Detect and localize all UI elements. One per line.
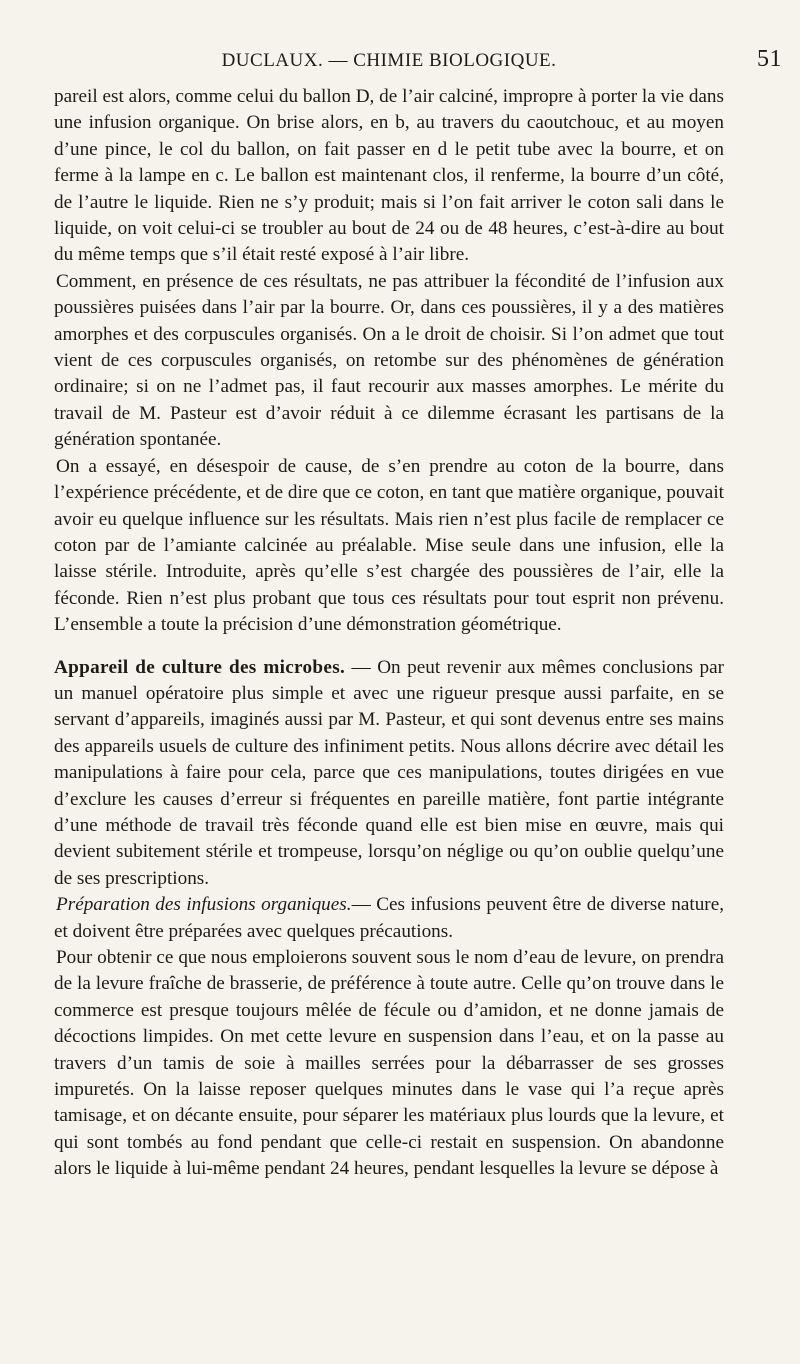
subsection-heading: Préparation des infusions organiques. xyxy=(56,894,352,916)
running-header xyxy=(54,44,782,84)
running-title: DUCLAUX. — CHIMIE BIOLOGIQUE. xyxy=(221,50,557,71)
section-heading: Appareil de culture des microbes. xyxy=(54,656,346,678)
page-number: 51 xyxy=(757,46,782,72)
section-paragraph xyxy=(54,655,724,893)
paragraph-1: pareil est alors, comme celui du ballon D, de l’air calciné, impropre à porter la vie dans une infusion organique. On brise alors, en b, au travers du caoutchouc, et au moyen d’une pince, le col du ballon, on fait passer en d le petit tube avec la bourre, et on ferme à la lampe en c. Le ballon est maintenant clos, il renferme, la bourre d’un côté, de l’autre le liquide. Rien ne s’y produit; mais si l’on fait arriver le coton sali dans le liquide, on voit celui-ci se troubler au bout de 24 ou de 48 heures, c’est-à-dire au bout du même temps que s’il était resté exposé à l’air libre. xyxy=(54,86,724,266)
paragraph-3: On a essayé, en désespoir de cause, de s’en prendre au coton de la bourre, dans l’expérience précédente, et de dire que ce coton, en tant que matière organique, pouvait avoir eu quelque influence sur les résultats. Mais rien n’est plus facile de remplacer ce coton par de l’amiante calcinée au préalable. Mise seule dans une infusion, elle la laisse stérile. Introduite, après qu’elle s’est chargée des poussières de l’air, elle la féconde. Rien n’est plus probant que tous ces résultats pour tout esprit non prévenu. L’ensemble a toute la précision d’une démonstration géométrique. xyxy=(54,455,724,636)
final-paragraph: Pour obtenir ce que nous emploierons souvent sous le nom d’eau de levure, on prendra de la levure fraîche de brasserie, de préférence à toute autre. Celle qu’on trouve dans le commerce est presque toujours mêlée de fécule ou d’amidon, et ne donne jamais de décoctions limpides. On met cette levure en suspension dans l’eau, et on la passe au travers d’un tamis de soie à mailles serrées pour la débarrasser de ses grosses impuretés. On la laisse reposer quelques minutes dans le vase qui l’a reçue après tamisage, et on décante ensuite, pour séparer les matériaux plus lourds que la levure, et qui sont tombés au fond pendant que celle-ci restait en suspension. On abandonne alors le liquide à lui-même pendant 24 heures, pendant lesquelles la levure se dépose à xyxy=(54,947,724,1180)
subsection-paragraph xyxy=(54,892,724,945)
paragraph-2: Comment, en présence de ces résultats, ne pas attribuer la fécondité de l’infusion aux poussières puisées dans l’air par la bourre. Or, dans ces poussières, il y a des matières amorphes et des corpuscules organisés. On a le droit de choisir. Si l’on admet que tout vient de ces corpuscules organisés, on retombe sur des phénomènes de génération ordinaire; si on ne l’admet pas, il faut recourir aux masses amorphes. Le mérite du travail de M. Pasteur est d’avoir réduit à ce dilemme écrasant les partisans de la génération spontanée. xyxy=(54,270,724,451)
main-text xyxy=(54,84,724,1183)
section-text: — On peut revenir aux mêmes conclusions par un manuel opératoire plus simple et avec une rigueur presque aussi parfaite, en se servant d’appareils, imaginés aussi par M. Pasteur, et qui sont devenus entre ses mains des appareils usuels de culture des infiniment petits. Nous allons décrire avec détail les manipulations à faire pour cela, parce que ces manipulations, toutes dirigées en vue d’exclure les causes d’erreur si fréquentes en pareille matière, font partie intégrante d’une méthode de travail très féconde quand elle est bien mise en œuvre, mais qui devient subitement stérile et trompeuse, lorsqu’on néglige ou qu’on oublie quelqu’une de ses prescriptions. xyxy=(54,656,724,889)
subsection-text: — Ces infusions peuvent être de diverse nature, et doivent être préparées avec quelques précautions. xyxy=(54,894,725,942)
section-spacing xyxy=(54,639,724,655)
